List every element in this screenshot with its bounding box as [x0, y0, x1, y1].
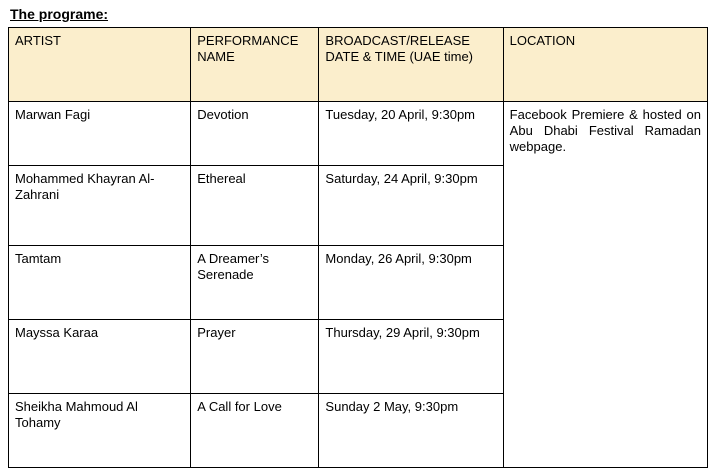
cell-performance-name: Devotion [191, 102, 319, 166]
column-header-performance-name: PERFORMANCE NAME [191, 28, 319, 102]
column-header-broadcast-date: BROADCAST/RELEASE DATE & TIME (UAE time) [319, 28, 503, 102]
cell-artist: Mayssa Karaa [9, 320, 191, 394]
cell-location [503, 102, 707, 468]
column-header-location: LOCATION [503, 28, 707, 102]
cell-broadcast-date: Sunday 2 May, 9:30pm [319, 394, 503, 468]
cell-broadcast-date: Monday, 26 April, 9:30pm [319, 246, 503, 320]
table-body [9, 102, 708, 468]
cell-performance-name: A Call for Love [191, 394, 319, 468]
table-row [9, 102, 708, 166]
table-header [9, 28, 708, 102]
page-title: The programe: [10, 6, 109, 22]
cell-performance-name: Prayer [191, 320, 319, 394]
cell-broadcast-date: Saturday, 24 April, 9:30pm [319, 166, 503, 246]
cell-artist: Sheikha Mahmoud Al Tohamy [9, 394, 191, 468]
cell-artist: Mohammed Khayran Al-Zahrani [9, 166, 191, 246]
cell-artist: Marwan Fagi [9, 102, 191, 166]
cell-artist: Tamtam [9, 246, 191, 320]
cell-performance-name: Ethereal [191, 166, 319, 246]
cell-broadcast-date: Tuesday, 20 April, 9:30pm [319, 102, 503, 166]
programme-table [8, 27, 708, 468]
column-header-artist: ARTIST [9, 28, 191, 102]
table-header-row [9, 28, 708, 102]
cell-performance-name: A Dreamer’s Serenade [191, 246, 319, 320]
cell-broadcast-date: Thursday, 29 April, 9:30pm [319, 320, 503, 394]
location-text: Facebook Premiere & hosted on Abu Dhabi Festival Ramadan webpage. [509, 107, 701, 154]
